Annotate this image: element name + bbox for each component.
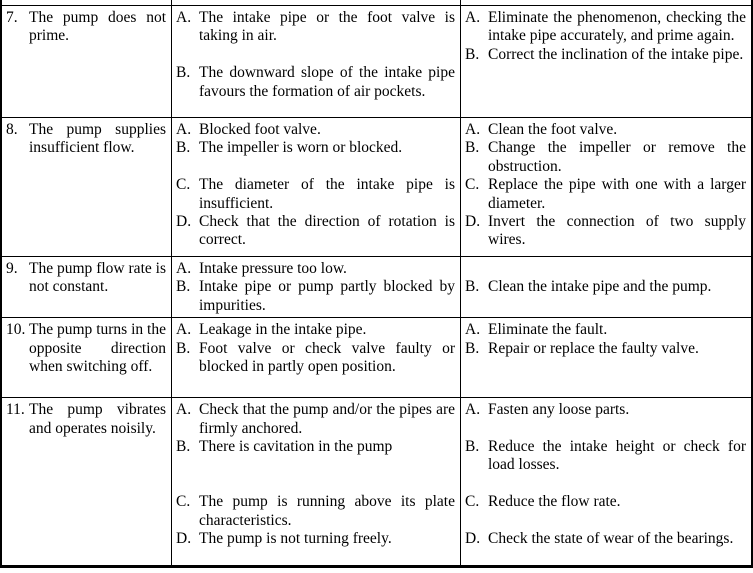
remedies-cell: [460, 6, 751, 117]
item-text: The pump turns in the opposite direction when switching off.: [29, 321, 166, 376]
item-label: B.: [176, 139, 191, 157]
table-row-9: [2, 256, 751, 317]
item-text: The pump flow rate is not constant.: [29, 260, 166, 296]
cause-item: [176, 260, 455, 278]
blank-line: [176, 46, 455, 64]
item-text: Foot valve or check valve faulty or blocked in partly open position.: [199, 339, 455, 376]
remedy-item: [465, 121, 746, 139]
item-label: A.: [176, 121, 192, 138]
blank-line: [465, 260, 746, 278]
item-text: Blocked foot valve.: [199, 121, 321, 138]
cause-item: [176, 121, 455, 139]
item-number: 11.: [6, 401, 25, 419]
item-text: Reduce the flow rate.: [488, 493, 621, 511]
remedy-item: [465, 401, 746, 419]
remedy-item: [465, 530, 746, 548]
item-number: 8.: [6, 121, 18, 138]
blank-line: [465, 475, 746, 493]
item-text: Change the impeller or remove the obstruction.: [488, 139, 746, 175]
item-label: B.: [465, 45, 480, 63]
cause-item: [176, 340, 455, 377]
item-label: A.: [176, 9, 192, 26]
item-label: D.: [465, 213, 481, 231]
cause-item: [176, 321, 455, 339]
item-text: The pump supplies insufficient flow.: [29, 121, 166, 157]
item-label: C.: [176, 176, 191, 194]
item-label: B.: [176, 339, 191, 357]
item-label: D.: [176, 530, 192, 548]
item-label: C.: [176, 493, 191, 511]
problem-item: [6, 321, 166, 376]
item-label: D.: [176, 213, 192, 231]
remedies-cell: [460, 118, 751, 256]
item-text: Clean the intake pipe and the pump.: [488, 278, 712, 296]
item-text: The pump does not prime.: [29, 9, 166, 45]
item-text: There is cavitation in the pump: [199, 438, 393, 456]
item-text: Check that the pump and/or the pipes are firmly anchored.: [199, 401, 455, 437]
item-label: A.: [465, 401, 481, 419]
item-text: Eliminate the fault.: [488, 321, 608, 339]
item-text: Correct the inclination of the intake pipe.: [488, 45, 744, 63]
remedy-item: [465, 438, 746, 475]
item-label: B.: [176, 278, 191, 296]
remedy-item: [465, 139, 746, 176]
item-label: A.: [176, 260, 192, 277]
item-number: 10.: [6, 321, 26, 339]
problem-item: [6, 121, 166, 158]
problem-cell: [2, 6, 171, 117]
item-text: The diameter of the intake pipe is insufficient.: [199, 176, 455, 212]
blank-line: [465, 420, 746, 438]
item-text: The impeller is worn or blocked.: [199, 139, 403, 157]
item-text: Check the state of wear of the bearings.: [488, 530, 734, 548]
cause-item: [176, 9, 455, 46]
causes-cell: [171, 257, 460, 317]
item-label: A.: [465, 9, 481, 26]
remedy-item: [465, 46, 746, 64]
remedies-cell: [460, 257, 751, 317]
sliver-problem-column: [2, 0, 171, 5]
cause-item: [176, 176, 455, 213]
problem-cell: [2, 257, 171, 317]
table-top-sliver: [2, 0, 751, 5]
item-label: B.: [465, 339, 480, 357]
remedy-item: [465, 9, 746, 46]
item-text: Intake pipe or pump partly blocked by impurities.: [199, 278, 455, 314]
remedy-item: [465, 278, 746, 296]
item-label: B.: [176, 438, 191, 456]
item-label: A.: [465, 321, 481, 339]
remedy-item: [465, 493, 746, 511]
table-row-10: [2, 317, 751, 397]
blank-line: [176, 158, 455, 176]
blank-line: [465, 512, 746, 530]
item-label: B.: [465, 438, 480, 456]
item-text: The pump vibrates and operates noisily.: [29, 401, 166, 437]
problem-cell: [2, 118, 171, 256]
item-text: The pump is not turning freely.: [199, 530, 392, 548]
item-text: Check that the direction of rotation is correct.: [199, 213, 455, 249]
remedy-item: [465, 340, 746, 358]
item-text: Fasten any loose parts.: [488, 401, 630, 419]
table-row-8: [2, 117, 751, 256]
cause-item: [176, 530, 455, 548]
item-text: The downward slope of the intake pipe favours the formation of air pockets.: [199, 64, 455, 100]
cause-item: [176, 438, 455, 456]
problem-item: [6, 9, 166, 46]
item-text: Replace the pipe with one with a larger diameter.: [488, 176, 746, 212]
item-number: 9.: [6, 260, 18, 277]
item-label: B.: [465, 139, 480, 157]
problem-cell: [2, 318, 171, 397]
item-text: Clean the foot valve.: [488, 121, 618, 138]
remedy-item: [465, 213, 746, 250]
causes-cell: [171, 118, 460, 256]
remedies-cell: [460, 398, 751, 565]
item-label: C.: [465, 176, 480, 194]
remedy-item: [465, 321, 746, 339]
item-text: The pump is running above its plate characteristics.: [199, 493, 455, 529]
cause-item: [176, 278, 455, 315]
item-text: Leakage in the intake pipe.: [199, 321, 367, 339]
blank-lines: [176, 456, 455, 493]
sliver-remedies-column: [460, 0, 751, 5]
item-text: Eliminate the phenomenon, checking the intake pipe accurately, and prime again.: [488, 9, 746, 45]
item-label: B.: [176, 64, 191, 82]
table-row-7: [2, 5, 751, 117]
cause-item: [176, 213, 455, 250]
item-label: A.: [176, 401, 192, 419]
problem-item: [6, 260, 166, 297]
causes-cell: [171, 6, 460, 117]
causes-cell: [171, 398, 460, 565]
item-text: Invert the connection of two supply wires.: [488, 213, 746, 249]
item-label: A.: [465, 121, 481, 138]
remedies-cell: [460, 318, 751, 397]
problem-item: [6, 401, 166, 438]
causes-cell: [171, 318, 460, 397]
table-row-11: [2, 397, 751, 565]
cause-item: [176, 493, 455, 530]
item-text: Intake pressure too low.: [199, 260, 347, 277]
item-label: A.: [176, 321, 192, 339]
item-label: B.: [465, 278, 480, 296]
sliver-causes-column: [171, 0, 460, 5]
cause-item: [176, 139, 455, 157]
cause-item: [176, 64, 455, 101]
cause-item: [176, 401, 455, 438]
item-text: The intake pipe or the foot valve is taking in air.: [199, 9, 455, 45]
remedy-item: [465, 176, 746, 213]
item-label: D.: [465, 530, 481, 548]
item-text: Reduce the intake height or check for load losses.: [488, 438, 746, 474]
problem-cell: [2, 398, 171, 565]
item-text: Repair or replace the faulty valve.: [488, 339, 699, 357]
item-number: 7.: [6, 9, 18, 26]
item-label: C.: [465, 493, 480, 511]
